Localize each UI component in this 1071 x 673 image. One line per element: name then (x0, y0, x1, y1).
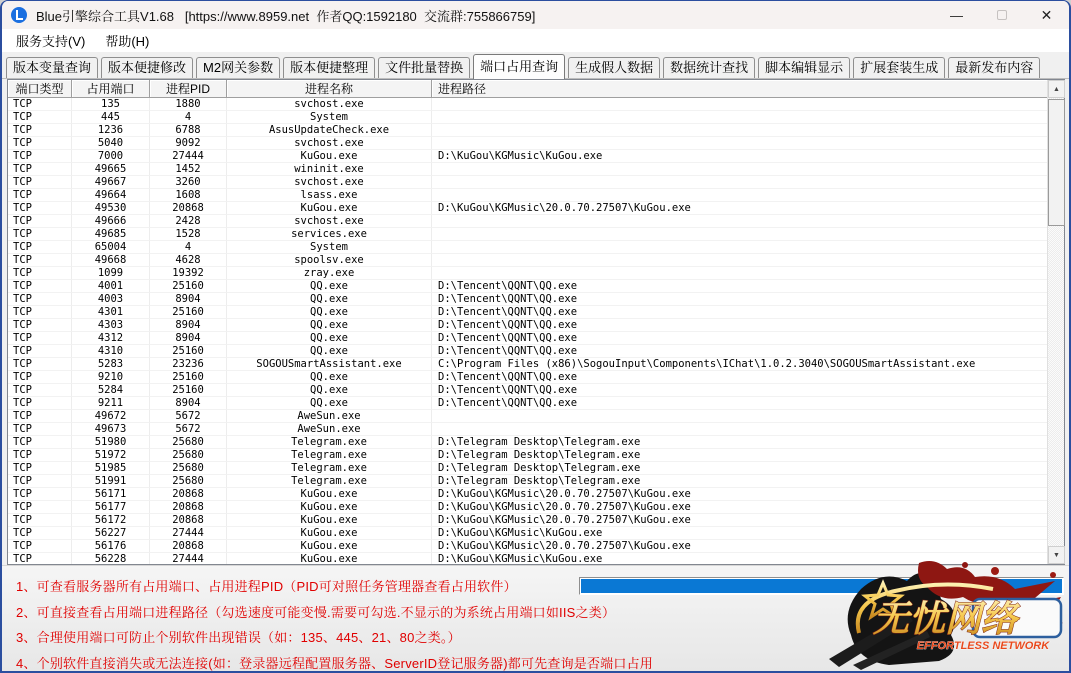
table-cell: 49667 (72, 176, 150, 189)
table-cell: 56176 (72, 540, 150, 553)
table-cell: 135 (72, 98, 150, 111)
tab-3[interactable]: M2网关参数 (196, 57, 280, 78)
table-cell: 4 (150, 241, 227, 254)
table-cell: 7000 (72, 150, 150, 163)
logo-title: 无忧网络 (872, 598, 1018, 639)
table-row[interactable] (8, 410, 1047, 423)
table-cell: KuGou.exe (227, 514, 432, 527)
note-line-4: 4、个别软件直接消失或无法连接(如：登录器远程配置服务器、ServerID登记服务器)都可先查询是否端口占用 (16, 655, 653, 671)
table-cell: TCP (8, 436, 72, 449)
table-row[interactable] (8, 436, 1047, 449)
tab-2[interactable]: 版本便捷修改 (101, 57, 193, 78)
table-cell: KuGou.exe (227, 488, 432, 501)
table-row[interactable] (8, 228, 1047, 241)
table-cell: TCP (8, 189, 72, 202)
table-row[interactable] (8, 527, 1047, 540)
table-cell: TCP (8, 540, 72, 553)
table-cell: SOGOUSmartAssistant.exe (227, 358, 432, 371)
table-cell: TCP (8, 410, 72, 423)
table-row[interactable] (8, 540, 1047, 553)
table-cell: 51980 (72, 436, 150, 449)
app-logo-icon (11, 7, 27, 23)
window-title: Blue引擎综合工具V1.68 [https://www.8959.net 作者QQ:1592180 交流群:755866759] (36, 8, 536, 24)
table-cell: C:\Program Files (x86)\SogouInput\Components\IChat\1.0.2.3040\SOGOUSmartAssistant.exe (432, 358, 1047, 371)
table-cell: D:\Tencent\QQNT\QQ.exe (432, 371, 1047, 384)
table-cell: D:\KuGou\KGMusic\20.0.70.27507\KuGou.exe (432, 540, 1047, 553)
table-cell: QQ.exe (227, 345, 432, 358)
note-line-3: 3、合理使用端口可防止个别软件出现错误（如：135、445、21、80之类。） (16, 630, 461, 645)
table-cell: 5040 (72, 137, 150, 150)
table-cell: 56227 (72, 527, 150, 540)
table-cell: 25160 (150, 384, 227, 397)
menu-item-2[interactable]: 帮助(H) (105, 33, 150, 49)
table-cell: TCP (8, 215, 72, 228)
table-cell: TCP (8, 319, 72, 332)
table-cell: 56171 (72, 488, 150, 501)
table-body (8, 98, 1047, 564)
table-cell: TCP (8, 228, 72, 241)
table-cell: QQ.exe (227, 280, 432, 293)
table-cell (432, 267, 1047, 280)
table-row[interactable] (8, 306, 1047, 319)
table-row[interactable] (8, 111, 1047, 124)
table-cell: 49685 (72, 228, 150, 241)
table-cell: TCP (8, 449, 72, 462)
table-row[interactable] (8, 462, 1047, 475)
column-header-2[interactable]: 占用端口 (72, 80, 150, 98)
table-row[interactable] (8, 202, 1047, 215)
table-cell: 1608 (150, 189, 227, 202)
table-header-row (8, 80, 1064, 98)
table-cell: TCP (8, 358, 72, 371)
table-cell: TCP (8, 202, 72, 215)
tab-9[interactable]: 脚本编辑显示 (758, 57, 850, 78)
tab-11[interactable]: 最新发布内容 (948, 57, 1040, 78)
table-cell: spoolsv.exe (227, 254, 432, 267)
logo-subtitle: EFFORTLESS NETWORK (916, 640, 1050, 652)
table-row[interactable] (8, 449, 1047, 462)
table-cell: D:\Tencent\QQNT\QQ.exe (432, 293, 1047, 306)
table-cell: TCP (8, 332, 72, 345)
table-cell: QQ.exe (227, 384, 432, 397)
table-cell: 8904 (150, 397, 227, 410)
table-row[interactable] (8, 371, 1047, 384)
table-cell: 5283 (72, 358, 150, 371)
table-cell: TCP (8, 345, 72, 358)
table-row[interactable] (8, 137, 1047, 150)
table-cell: 51991 (72, 475, 150, 488)
table-cell: 56177 (72, 501, 150, 514)
table-cell: D:\KuGou\KGMusic\20.0.70.27507\KuGou.exe (432, 501, 1047, 514)
tab-5[interactable]: 文件批量替换 (378, 57, 470, 78)
table-row[interactable] (8, 423, 1047, 436)
table-cell: D:\Tencent\QQNT\QQ.exe (432, 384, 1047, 397)
table-cell: TCP (8, 397, 72, 410)
info-panel (2, 565, 1069, 671)
table-cell: System (227, 241, 432, 254)
table-cell: TCP (8, 163, 72, 176)
table-cell: 445 (72, 111, 150, 124)
table-cell: 5672 (150, 423, 227, 436)
table-row[interactable] (8, 280, 1047, 293)
table-cell: 25680 (150, 462, 227, 475)
table-cell: TCP (8, 267, 72, 280)
column-header-3[interactable]: 进程PID (150, 80, 227, 98)
table-cell: TCP (8, 514, 72, 527)
column-header-5[interactable]: 进程路径 (432, 80, 1064, 98)
table-cell: 23236 (150, 358, 227, 371)
table-cell: lsass.exe (227, 189, 432, 202)
table-cell: TCP (8, 176, 72, 189)
table-cell: services.exe (227, 228, 432, 241)
tab-6[interactable]: 端口占用查询 (473, 54, 565, 79)
table-cell: 20868 (150, 514, 227, 527)
menu-bar (2, 29, 1069, 52)
scroll-down-icon[interactable]: ▼ (1048, 546, 1065, 564)
table-cell: KuGou.exe (227, 202, 432, 215)
table-cell (432, 228, 1047, 241)
table-cell (432, 163, 1047, 176)
table-cell (432, 254, 1047, 267)
table-cell: 25680 (150, 449, 227, 462)
table-cell: TCP (8, 553, 72, 564)
table-cell: 4310 (72, 345, 150, 358)
table-cell: 56228 (72, 553, 150, 564)
table-row[interactable] (8, 397, 1047, 410)
table-cell: Telegram.exe (227, 449, 432, 462)
column-header-4[interactable]: 进程名称 (227, 80, 432, 98)
table-cell: D:\Tencent\QQNT\QQ.exe (432, 306, 1047, 319)
table-cell: 1236 (72, 124, 150, 137)
table-cell: AweSun.exe (227, 410, 432, 423)
table-cell: 25160 (150, 280, 227, 293)
table-cell: D:\Telegram Desktop\Telegram.exe (432, 436, 1047, 449)
table-row[interactable] (8, 150, 1047, 163)
table-cell: 27444 (150, 553, 227, 564)
table-cell: D:\Telegram Desktop\Telegram.exe (432, 462, 1047, 475)
table-cell: 5672 (150, 410, 227, 423)
table-cell: D:\KuGou\KGMusic\KuGou.exe (432, 150, 1047, 163)
table-cell: 27444 (150, 527, 227, 540)
table-cell: D:\KuGou\KGMusic\KuGou.exe (432, 527, 1047, 540)
table-cell: 49665 (72, 163, 150, 176)
table-cell: TCP (8, 280, 72, 293)
table-row[interactable] (8, 241, 1047, 254)
table-cell (432, 124, 1047, 137)
table-cell: 20868 (150, 488, 227, 501)
table-cell: 49664 (72, 189, 150, 202)
table-cell: TCP (8, 475, 72, 488)
table-cell: zray.exe (227, 267, 432, 280)
note-line-1: 1、可查看服务器所有占用端口、占用进程PID（PID可对照任务管理器查看占用软件） (16, 579, 517, 594)
table-cell: TCP (8, 306, 72, 319)
table-cell: 4628 (150, 254, 227, 267)
tab-bar (2, 52, 1069, 79)
table-cell: TCP (8, 371, 72, 384)
note-line-2: 2、可直接查看占用端口进程路径（勾选速度可能变慢.需要可勾选.不显示的为系统占用端口如IIS之类） (16, 604, 616, 620)
table-cell: 20868 (150, 540, 227, 553)
table-cell: TCP (8, 501, 72, 514)
table-cell: 20868 (150, 202, 227, 215)
title-bar (2, 1, 1069, 29)
table-cell: KuGou.exe (227, 150, 432, 163)
table-cell (432, 215, 1047, 228)
table-row[interactable] (8, 358, 1047, 371)
table-cell: 4303 (72, 319, 150, 332)
table-row[interactable] (8, 124, 1047, 137)
table-row[interactable] (8, 332, 1047, 345)
table-cell: 49673 (72, 423, 150, 436)
table-cell: TCP (8, 527, 72, 540)
table-cell: D:\Telegram Desktop\Telegram.exe (432, 475, 1047, 488)
table-cell: QQ.exe (227, 293, 432, 306)
table-cell: 8904 (150, 332, 227, 345)
table-row[interactable] (8, 319, 1047, 332)
table-cell: 9092 (150, 137, 227, 150)
table-cell: TCP (8, 254, 72, 267)
table-cell: QQ.exe (227, 371, 432, 384)
table-cell: 49672 (72, 410, 150, 423)
table-cell: 6788 (150, 124, 227, 137)
table-cell: TCP (8, 150, 72, 163)
table-row[interactable] (8, 189, 1047, 202)
tab-1[interactable]: 版本变量查询 (6, 57, 98, 78)
table-cell: D:\Tencent\QQNT\QQ.exe (432, 280, 1047, 293)
table-cell: KuGou.exe (227, 540, 432, 553)
table-cell: 1880 (150, 98, 227, 111)
table-row[interactable] (8, 215, 1047, 228)
table-row[interactable] (8, 176, 1047, 189)
table-cell: svchost.exe (227, 137, 432, 150)
vertical-scrollbar[interactable] (1047, 80, 1064, 564)
table-cell: 65004 (72, 241, 150, 254)
table-cell: QQ.exe (227, 332, 432, 345)
table-cell: D:\Telegram Desktop\Telegram.exe (432, 449, 1047, 462)
table-cell: 1452 (150, 163, 227, 176)
table-cell: TCP (8, 293, 72, 306)
table-cell: D:\KuGou\KGMusic\20.0.70.27507\KuGou.exe (432, 514, 1047, 527)
table-cell: KuGou.exe (227, 527, 432, 540)
table-cell: 4003 (72, 293, 150, 306)
table-row[interactable] (8, 514, 1047, 527)
table-cell: TCP (8, 241, 72, 254)
table-row[interactable] (8, 384, 1047, 397)
table-cell: D:\KuGou\KGMusic\20.0.70.27507\KuGou.exe (432, 488, 1047, 501)
table-cell: 5284 (72, 384, 150, 397)
table-cell: 2428 (150, 215, 227, 228)
scrollbar-thumb[interactable] (1048, 99, 1065, 226)
table-cell (432, 241, 1047, 254)
table-cell: TCP (8, 488, 72, 501)
table-cell: AsusUpdateCheck.exe (227, 124, 432, 137)
table-cell: 49530 (72, 202, 150, 215)
tab-8[interactable]: 数据统计查找 (663, 57, 755, 78)
table-cell: D:\Tencent\QQNT\QQ.exe (432, 345, 1047, 358)
maximize-icon (997, 10, 1007, 20)
table-cell (432, 98, 1047, 111)
table-cell: TCP (8, 423, 72, 436)
table-cell: 49666 (72, 215, 150, 228)
table-cell: 9211 (72, 397, 150, 410)
port-table (7, 79, 1065, 565)
menu-item-1[interactable]: 服务支持(V) (16, 33, 86, 49)
table-cell: wininit.exe (227, 163, 432, 176)
column-header-1[interactable]: 端口类型 (8, 80, 72, 98)
table-row[interactable] (8, 267, 1047, 280)
table-row[interactable] (8, 98, 1047, 111)
table-cell: QQ.exe (227, 306, 432, 319)
table-cell: 25160 (150, 306, 227, 319)
table-cell: 25680 (150, 436, 227, 449)
table-cell: D:\Tencent\QQNT\QQ.exe (432, 397, 1047, 410)
table-cell: 51972 (72, 449, 150, 462)
table-cell: KuGou.exe (227, 501, 432, 514)
table-cell (432, 111, 1047, 124)
table-cell: 9210 (72, 371, 150, 384)
table-cell: 25680 (150, 475, 227, 488)
table-cell: D:\KuGou\KGMusic\20.0.70.27507\KuGou.exe (432, 202, 1047, 215)
table-row[interactable] (8, 475, 1047, 488)
table-cell: Telegram.exe (227, 475, 432, 488)
effortless-network-logo (823, 561, 1067, 671)
table-cell: 27444 (150, 150, 227, 163)
close-button[interactable]: ✕ (1024, 1, 1069, 29)
table-cell: svchost.exe (227, 176, 432, 189)
table-cell: D:\Tencent\QQNT\QQ.exe (432, 319, 1047, 332)
table-cell: KuGou.exe (227, 553, 432, 564)
table-cell: 25160 (150, 371, 227, 384)
table-cell: 56172 (72, 514, 150, 527)
window-controls (934, 1, 1069, 29)
table-cell: QQ.exe (227, 319, 432, 332)
tab-4[interactable]: 版本便捷整理 (283, 57, 375, 78)
table-cell: 1099 (72, 267, 150, 280)
table-cell: 25160 (150, 345, 227, 358)
table-cell: TCP (8, 98, 72, 111)
table-cell: 20868 (150, 501, 227, 514)
table-cell: QQ.exe (227, 397, 432, 410)
table-cell: 1528 (150, 228, 227, 241)
table-cell: 49668 (72, 254, 150, 267)
table-cell: TCP (8, 137, 72, 150)
table-row[interactable] (8, 254, 1047, 267)
table-cell: 4301 (72, 306, 150, 319)
table-cell (432, 423, 1047, 436)
minimize-button[interactable]: — (934, 1, 979, 29)
table-cell: 8904 (150, 319, 227, 332)
table-cell: 3260 (150, 176, 227, 189)
table-row[interactable] (8, 293, 1047, 306)
table-cell: D:\KuGou\KGMusic\KuGou.exe (432, 553, 1047, 564)
table-cell: System (227, 111, 432, 124)
table-cell: 19392 (150, 267, 227, 280)
table-cell: D:\Tencent\QQNT\QQ.exe (432, 332, 1047, 345)
table-cell: 4312 (72, 332, 150, 345)
tab-7[interactable]: 生成假人数据 (568, 57, 660, 78)
table-cell: 8904 (150, 293, 227, 306)
maximize-button[interactable] (979, 1, 1024, 29)
table-cell: svchost.exe (227, 98, 432, 111)
table-cell (432, 176, 1047, 189)
table-cell: 4 (150, 111, 227, 124)
table-cell: TCP (8, 384, 72, 397)
table-cell (432, 189, 1047, 202)
tab-10[interactable]: 扩展套装生成 (853, 57, 945, 78)
table-cell: TCP (8, 124, 72, 137)
table-cell: 4001 (72, 280, 150, 293)
table-cell: 51985 (72, 462, 150, 475)
table-cell (432, 410, 1047, 423)
table-row[interactable] (8, 501, 1047, 514)
table-cell (432, 137, 1047, 150)
scroll-up-icon[interactable]: ▲ (1048, 80, 1065, 98)
table-cell: Telegram.exe (227, 462, 432, 475)
table-cell: Telegram.exe (227, 436, 432, 449)
table-cell: svchost.exe (227, 215, 432, 228)
table-row[interactable] (8, 163, 1047, 176)
table-cell: TCP (8, 111, 72, 124)
table-row[interactable] (8, 488, 1047, 501)
table-cell: AweSun.exe (227, 423, 432, 436)
table-cell: TCP (8, 462, 72, 475)
table-row[interactable] (8, 345, 1047, 358)
